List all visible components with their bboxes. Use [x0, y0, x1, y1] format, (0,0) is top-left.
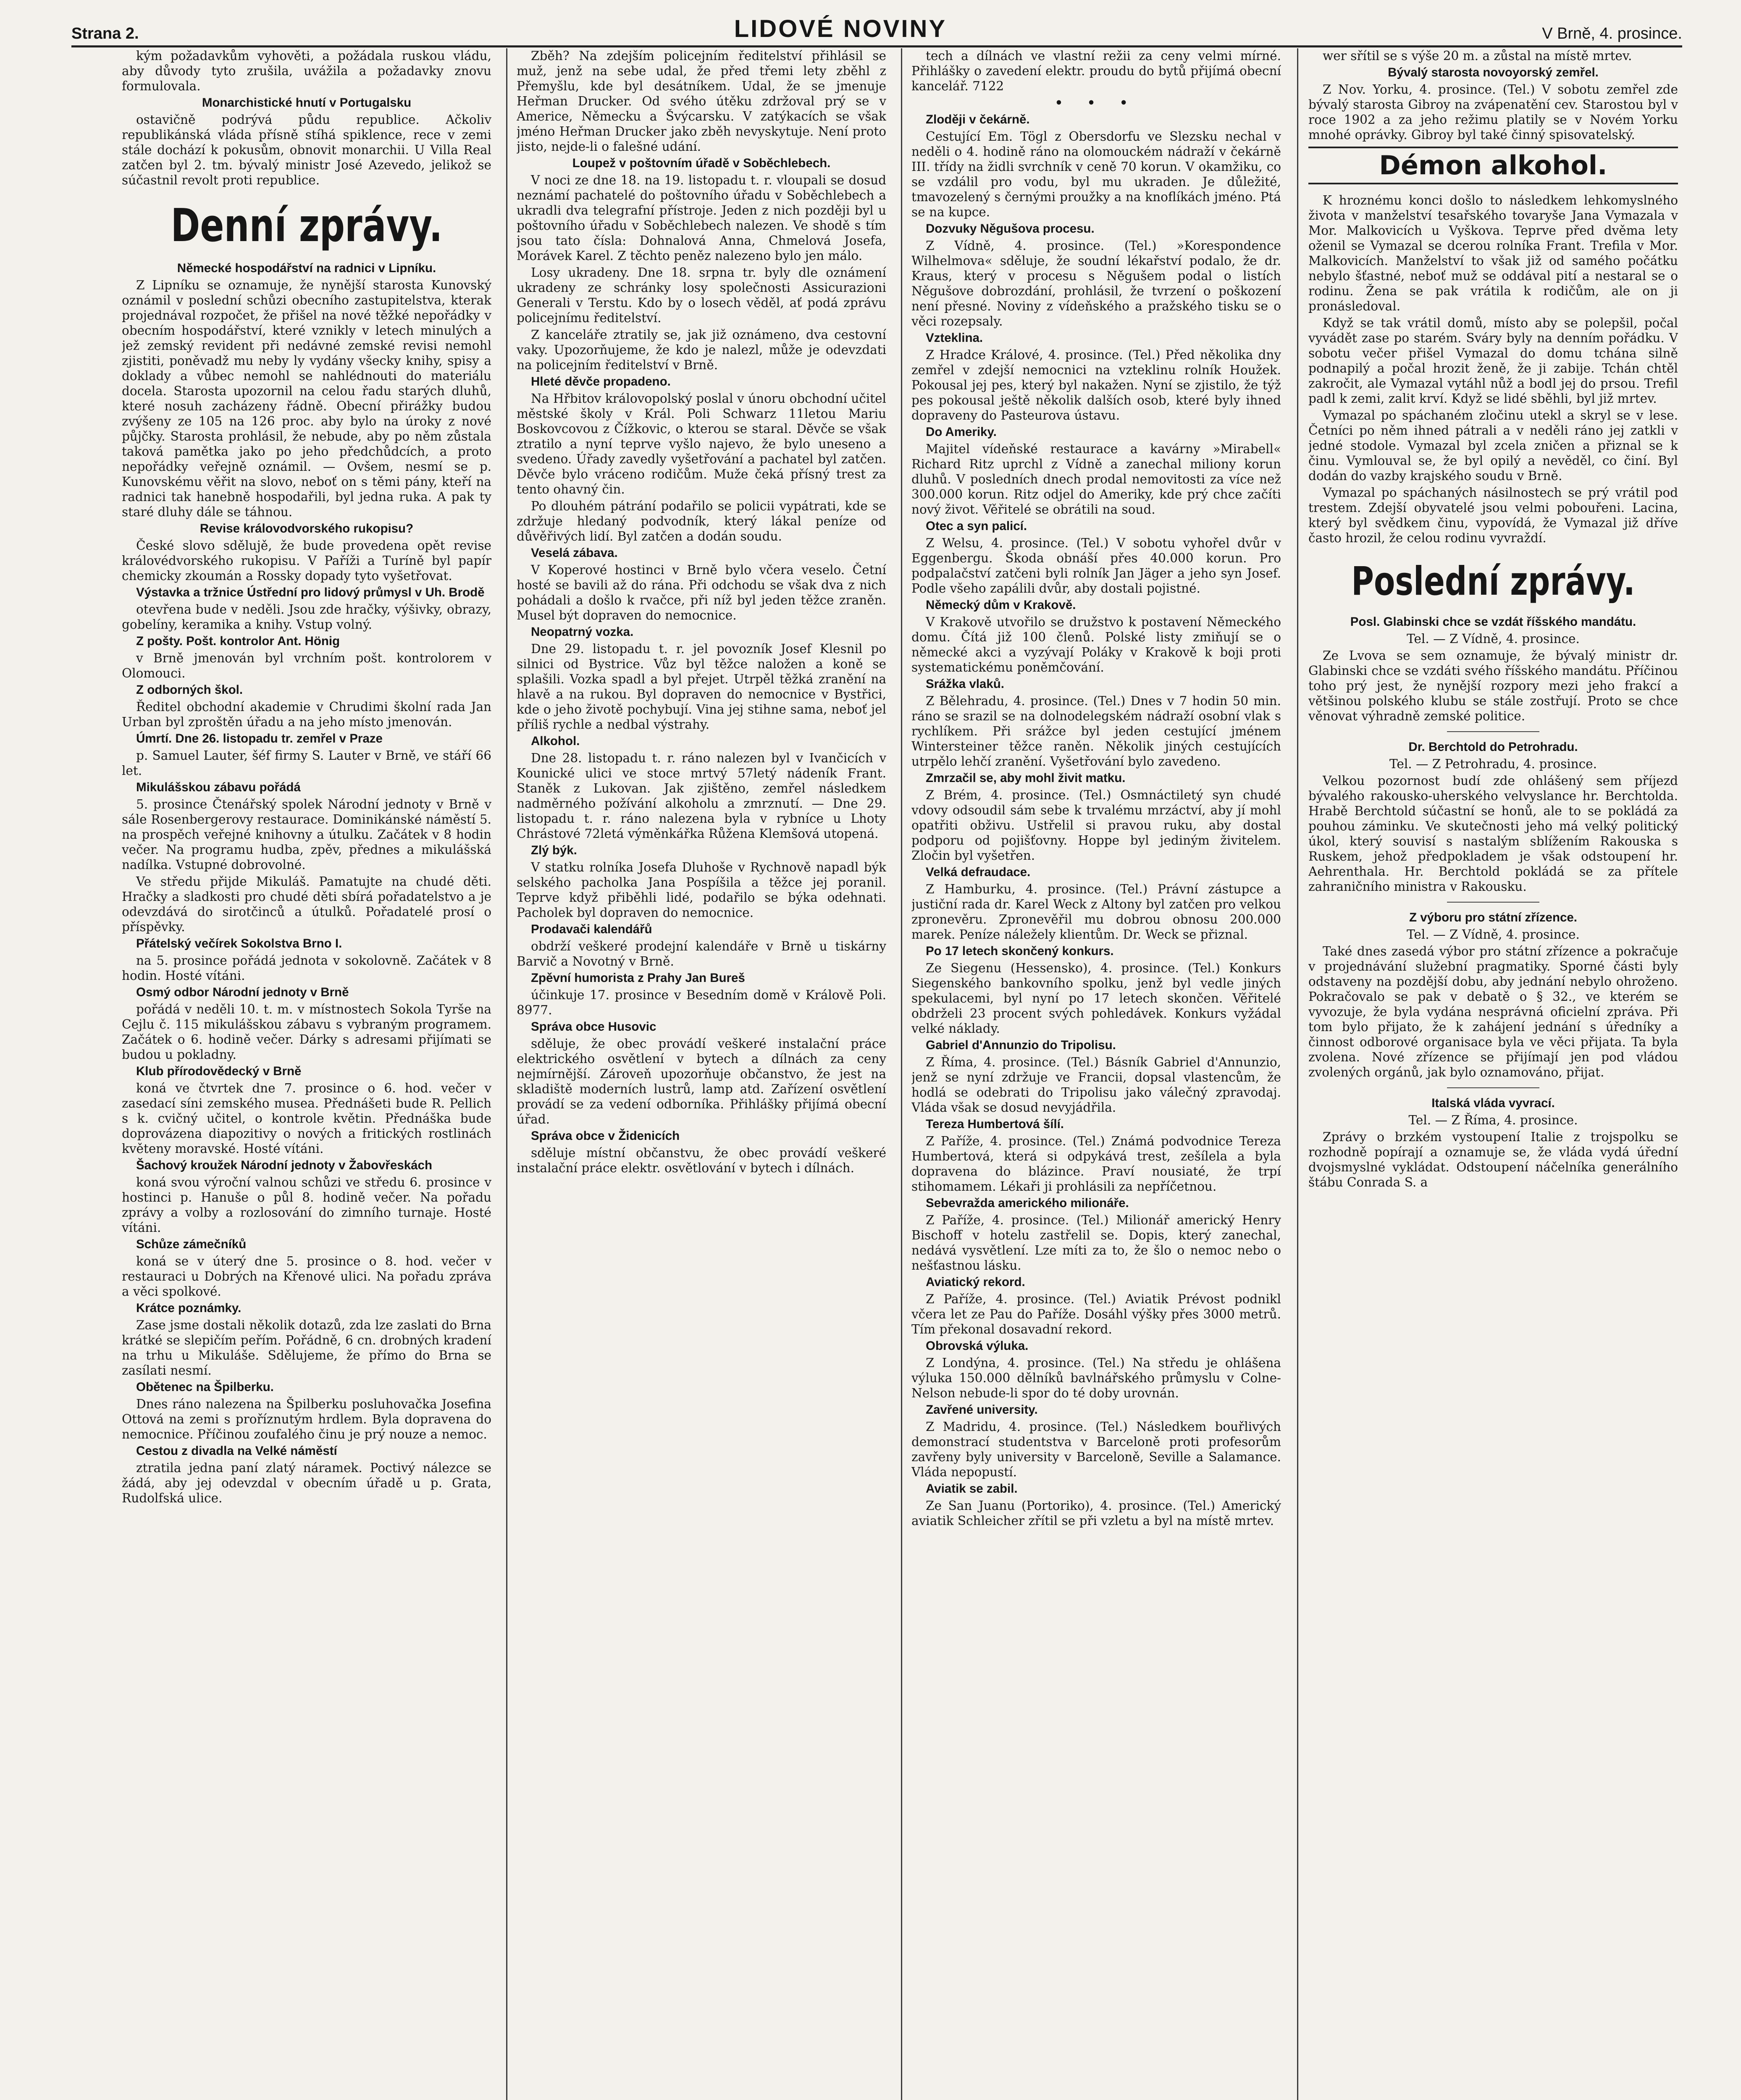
article-headline: Německý dům v Krakově. — [926, 598, 1076, 612]
article-text: Z Nov. Yorku, 4. prosince. (Tel.) V sobotu zemřel zde bývalý starosta Gibroy na zvápenatění cev. Starostou byl v roce 1902 a za jeho režimu platily se v Novém Yorku mnohé oprávky. Gibroy byl také činný spisovatelský. — [1308, 82, 1678, 142]
article-text: ztratila jedna paní zlatý náramek. Poctivý nálezce se žádá, aby jej odevzdal v obecním úřadě u p. Grata, Rudolfská ulice. — [122, 1461, 491, 1505]
article-text: Také dnes zasedá výbor pro státní zřízence a pokračuje v projednávání služební pragmatiky. Sporné části byly odstaveny na pozdější dobu, aby jednání nebylo ohroženo. Pokračovalo se pak v debatě o § 32., ve kterém se vyvozuje, že byla vydána nesprávná oficielní zpráva. Při tom bylo přijato, že k zahájení jednání s úředníky a činnost odborové organisace byla ve věci přijata. Ta byla zvolena. Nové zřízence se přijímají jen pod vládou zvolených orgánů, jak bylo oznamováno, přijat. — [1308, 944, 1678, 1079]
article-text: tech a dílnách ve vlastní režii za ceny velmi mírné. Přihlášky o zavedení elektr. proudu do bytů přijímá obecní kancelář. 7122 — [911, 49, 1281, 93]
article-text: Z Hradce Králové, 4. prosince. (Tel.) Před několika dny zemřel v zdejší nemocnici na vzteklinu rolník Houžek. Pokousal jej pes, který byl nakažen. Nyní se zjistilo, že týž pes pokousal ještě několik dalších osob, které byly ihned dopraveny do Pasteurova ústavu. — [911, 348, 1281, 423]
article-headline: Z výboru pro státní zřízence. — [1409, 911, 1577, 924]
article-headline: Cestou z divadla na Velké náměstí — [136, 1444, 337, 1458]
issue-date: V Brně, 4. prosince. — [1542, 25, 1682, 42]
page-number: Strana 2. — [71, 25, 139, 42]
article-text: Po dlouhém pátrání podařilo se policii vypátrati, kde se zdržuje hledaný podvodník, který lákal peníze od důvěřivých lidí. Byl zatčen a dodán soudu. — [517, 499, 886, 543]
article-headline: Správa obce v Židenicích — [531, 1129, 680, 1143]
article-text: koná se v úterý dne 5. prosince o 8. hod. večer v restauraci u Dobrých na Křenové ulici. Na pořadu zpráva a věci spolkové. — [122, 1254, 491, 1299]
article-text: sděluje, že obec provádí veškeré instalační práce elektrického osvětlení v bytech a dílnách za ceny nejmírnější. Zároveň upozorňuje občanstvo, že jest na skladiště moderních lustrů, lamp atd. Zařízení osvětlení provádí se za vedení odborníka. Přihlášky přijímá obecní úřad. — [517, 1037, 886, 1126]
article-headline: Aviatik se zabil. — [926, 1482, 1018, 1496]
article-text: Z Paříže, 4. prosince. (Tel.) Milionář americký Henry Bischoff v hotelu zastřelil se. Dopis, který zanechal, nedává vysvětlení. Lze míti za to, že šlo o nemoc nebo o nešťastnou lásku. — [911, 1213, 1281, 1273]
article-headline: Monarchistické hnutí v Portugalsku — [202, 96, 412, 110]
article-text: K hroznému konci došlo to následkem lehkomyslného života v manželství tesařského tovaryše Jana Vymazala v Mor. Malkovicích u Vyškova. Teprve před dvěma lety oženil se Vymazal se dcerou rolníka Frant. Trefila v Mor. Malkovicích. Manželství to však již od samého počátku nebylo šťastné, neboť muž se oddával pití a nestaral se o rodinu. Žena se pak vrátila k rodičům, ale on ji pronásledoval. — [1308, 193, 1678, 313]
column-rule — [506, 48, 507, 2100]
dateline: Tel. — Z Vídně, 4. prosince. — [1407, 927, 1580, 942]
divider — [1447, 902, 1539, 903]
article-text: účinkuje 17. prosince v Besedním domě v Králově Poli. 8977. — [517, 988, 886, 1017]
article-headline: Přátelský večírek Sokolstva Brno I. — [136, 937, 342, 950]
article-headline: Aviatický rekord. — [926, 1275, 1025, 1289]
section-heading-demon-alcohol: Démon alkohol. — [1308, 147, 1678, 184]
divider — [1447, 1087, 1539, 1088]
article-text: wer sřítil se s výše 20 m. a zůstal na místě mrtev. — [1323, 49, 1632, 63]
article-text: Z Vídně, 4. prosince. (Tel.) »Korespondence Wilhelmova« sděluje, že soudní lékařství podalo, že dr. Kraus, který v procesu s Něgušem podal o listích Něgušove dobrozdání, prohlásil, že tvrzení o poškození není přesné. Noviny z vídeňského a pražského tisku se o věci rozepsaly. — [911, 239, 1281, 328]
article-text: Zprávy o brzkém vystoupení Italie z trojspolku se rozhodně popírají a oznamuje se, že vláda vydá úřední dvojsmyslné vykládat. Odstoupení náčelníka generálního štábu Conrada S. a — [1308, 1130, 1678, 1189]
article-headline: Prodavači kalendářů — [531, 922, 652, 936]
article-text: v Brně jmenován byl vrchním pošt. kontrolorem v Olomouci. — [122, 651, 491, 680]
article-text: Z Paříže, 4. prosince. (Tel.) Známá podvodnice Tereza Humbertová, která si odpykává trest, zešílela a byla dopravena do blázince. Praví nousiaté, že trpí stihomamem. Lékaři ji prohlásili za nepříčetnou. — [911, 1134, 1281, 1194]
divider — [1447, 731, 1539, 732]
article-text: Z Lipníku se oznamuje, že nynější starosta Kunovský oznámil v poslední schůzi obecního zastupitelstva, kterak projednával rozpočet, že přišel na nové těžké nepořádky v obecním hospodářství, které vznikly v letech minulých a jež zemský revident při nedávné zemské revisi nemohl zjistiti, poněvadž mu neby ly vydány všecky knihy, spisy a doklady a vůbec nemohl se nahlédnouti do materiálu docela. Starosta upozornil na celou řadu starých dluhů, které nosuh zacházeny řádně. Obecní přirážky budou zvýšeny ze 105 na 126 proc. aby bylo na úroky z nové půjčky. Starosta prohlásil, že nebude, aby po něm zůstala taková pamětka jako po jeho předchůdcích, a proto nepořádky veřejně oznámil. — Ovšem, nesmí se p. Kunovskému věřit na slovo, neboť on s těmi pány, kteří na radnici tak hanebně hospodařili, byl jedna ruka. A pak ty staré dluhy dále se táhnou. — [122, 278, 491, 519]
section-heading-latest-news: Poslední zprávy. — [1351, 559, 1635, 604]
masthead — [71, 9, 1682, 47]
article-text: Dnes ráno nalezena na Špilberku posluhovačka Josefina Ottová na zemi s proříznutým hrdlem. Byla dopravena do nemocnice. Příčinou zoufalého činu je prý nouze a nemoc. — [122, 1397, 491, 1441]
section-divider: • • • — [1055, 95, 1138, 110]
article-text: koná ve čtvrtek dne 7. prosince o 6. hod. večer v zasedací síni zemského musea. Přednášeti bude R. Pellich s k. cvičný učitel, o kontrole květin. Přednáška bude doprovázena diapozitivy o nových a fritických rostlinách květeny moravské. Hosté vítáni. — [122, 1081, 491, 1156]
article-text: sděluje místní občanstvu, že obec provádí veškeré instalační práce elektr. osvětlování v bytech i dílnách. — [517, 1146, 886, 1175]
column-2 — [517, 48, 886, 2100]
article-headline: Zpěvní humorista z Prahy Jan Bureš — [531, 971, 745, 985]
article-headline: Loupež v poštovním úřadě v Soběchlebech. — [572, 156, 831, 170]
dateline: Tel. — Z Říma, 4. prosince. — [1408, 1113, 1578, 1127]
article-headline: Klub přírodovědecký v Brně — [136, 1064, 302, 1078]
article-text: Cestující Em. Tögl z Obersdorfu ve Slezsku nechal v neděli o 4. hodině ráno na olomouckém nádraží v čekárně III. třídy na židli svrchník v ceně 70 korun. V okamžiku, co se vzdálil pro vodu, byl mu ukraden. Je důležité, tmavozelený s černými proužky a na knoflíkách jméno. Ptá se na kupce. — [911, 129, 1281, 219]
article-headline: Velká defraudace. — [926, 865, 1031, 879]
newspaper-title: LIDOVÉ NOVINY — [734, 15, 947, 42]
article-headline: Zloději v čekárně. — [926, 113, 1030, 126]
column-1 — [122, 48, 491, 2100]
article-text: Vymazal po spáchaném zločinu utekl a skryl se v lese. Četníci po něm ihned pátrali a v neděli ráno jej zatkli v jedné stodole. Vymazal byl zcela zničen a přiznal se k činu. Vymlouval se, že byl opilý a nevěděl, co činí. Byl dodán do vazby krajského soudu v Brně. — [1308, 408, 1678, 483]
article-text: V Krakově utvořilo se družstvo k postavení Německého domu. Čítá již 100 členů. Polské listy zmiňují se o německé akci a vyzývají Poláky v Krakově k boji proti systematickému poněmčování. — [911, 615, 1281, 675]
article-headline: Výstavka a tržnice Ústřední pro lidový průmysl v Uh. Brodě — [136, 585, 485, 599]
article-text: na 5. prosince pořádá jednota v sokolovně. Začátek v 8 hodin. Hosté vítáni. — [122, 953, 491, 983]
article-headline: Italská vláda vyvrací. — [1431, 1096, 1555, 1110]
article-headline: Vzteklina. — [926, 331, 983, 345]
article-text: Z Madridu, 4. prosince. (Tel.) Následkem bouřlivých demonstrací studentstva v Barceloně proti profesorům zavřeny byly university v Barceloně, Seville a Salamance. Vláda nepopustí. — [911, 1420, 1281, 1479]
article-headline: Otec a syn palicí. — [926, 519, 1027, 533]
article-text: ostavičně podrývá půdu republice. Ačkoliv republikánská vláda přísně stíhá spiklence, rece v zemi stále dochází k pokusům, obnovit monarchii. U Villa Real zatčen byl 2. tm. bývalý ministr José Azevedo, jelikož se súčastnil revolt proti republice. — [122, 113, 491, 187]
article-headline: Gabriel d'Annunzio do Tripolisu. — [926, 1038, 1116, 1052]
section-heading-daily-news: Denní zprávy. — [171, 200, 443, 252]
article-text: Z Brém, 4. prosince. (Tel.) Osmnáctiletý syn chudé vdovy odsoudil sám sebe k trvalému mrzáctví, aby jí mohl opatřiti obživu. Ustřelil si pravou ruku, aby dostal podporu od pojišťovny. Hoppe byl jediným živitelem. Zločin byl vyšetřen. — [911, 788, 1281, 863]
article-text: 5. prosince Čtenářský spolek Národní jednoty v Brně v sále Rosenbergerovy restaurace. Dominikánské náměstí 5. na prospěch veřejné knihovny a útulku. Začátek v 8 hodin večer. Na programu hudba, zpěv, přednes a mikulášská nadílka. Vstupné dobrovolné. — [122, 797, 491, 872]
article-headline: Neopatrný vozka. — [531, 625, 634, 639]
article-text: Vymazal po spáchaných násilnostech se prý vrátil pod trestem. Zdejší obyvatelé jsou velmi pobouřeni. Lacina, který byl svědkem činu, vypovídá, že Vymazal již dříve často hrozil, že celou rodinu vyvraždí. — [1308, 486, 1678, 545]
article-headline: Německé hospodářství na radnici v Lipníku. — [177, 261, 436, 275]
article-headline: Do Ameriky. — [926, 425, 997, 439]
article-text: Ze Siegenu (Hessensko), 4. prosince. (Tel.) Konkurs Siegenského bankovního spolku, jenž byl vedle jiných spekulacemi, byl nyní po 17 letech skončen. Věřitelé obdrželi 23 procent svých pohledávek. Konkurs vyžádal velké náklady. — [911, 961, 1281, 1036]
article-headline: Dozvuky Něgušova procesu. — [926, 222, 1095, 236]
article-headline: Revise královodvorského rukopisu? — [200, 522, 414, 536]
article-text: Z Bělehradu, 4. prosince. (Tel.) Dnes v 7 hodin 50 min. ráno se srazil se na dolnodelegském nádraží osobní vlak s rychlíkem. Při srážce byl jeden cestující jménem Wintersteiner těžce raněn. Několik jiných cestujících utrpělo lehčí zranění. Vyšetřování bylo zavedeno. — [911, 694, 1281, 769]
article-text: Zase jsme dostali několik dotazů, zda lze zaslati do Brna krátké se slepičím peřím. Pořádně, 6 cn. drobných kradení na trhu u Mikuláše. Sdělujeme, že přímo do Brna se zasílati nesmí. — [122, 1318, 491, 1378]
article-text: Ve středu přijde Mikuláš. Pamatujte na chudé děti. Hračky a sladkosti pro chudé děti sbírá pořadatelstvo a je odevzdává do sirotčinců a útulků. Pořadatelé prosí o příspěvky. — [122, 874, 491, 934]
article-text: České slovo sdělujě, že bude provedena opět revise královédvorského rukopisu. V Paříži a Turíně byl papír chemicky zkoumán a Rossky dopady tyto vyšetřovat. — [122, 538, 491, 583]
article-text: Velkou pozornost budí zde ohlášený sem příjezd bývalého rakousko-uherského velvyslance hr. Berchtolda. Hrabě Berchtold súčastní se honů, ale to se pokládá za pouhou záminku. Ve skutečnosti jeho má velký politický úkol, který souvisí s nastalým sblížením Rakouska s Ruskem, jehož předpokladem je však odstoupení hr. Aehrenthala. Hr. Berchtold pokládá se za přítele zahraničního ministra v Rakousku. — [1308, 774, 1678, 894]
article-headline: Bývalý starosta novoyorský zemřel. — [1388, 66, 1599, 79]
article-text: pořádá v neděli 10. t. m. v místnostech Sokola Tyrše na Cejlu č. 115 mikulášskou zábavu s vybraným programem. Začátek o 6. hodině večer. Dárky s adresami přijímati se budou u pokladny. — [122, 1002, 491, 1062]
article-headline: Alkohol. — [531, 734, 580, 748]
article-headline: Dr. Berchtold do Petrohradu. — [1408, 740, 1578, 754]
article-headline: Šachový kroužek Národní jednoty v Žabovřeskách — [136, 1158, 432, 1172]
article-headline: Úmrtí. Dne 26. listopadu tr. zemřel v Praze — [136, 732, 383, 746]
article-headline: Obětenec na Špilberku. — [136, 1380, 274, 1394]
article-text: V Koperové hostinci v Brně bylo včera veselo. Četní hosté se bavili až do rána. Při odchodu se však dva z nich pohádali a došlo k rvačce, při níž byl jeden těžce zraněn. Musel být dopraven do nemocnice. — [517, 563, 886, 622]
article-text: Ze San Juanu (Portoriko), 4. prosince. (Tel.) Americký aviatik Schleicher zřítil se při vzletu a byl na místě mrtev. — [911, 1499, 1281, 1528]
article-text: Dne 29. listopadu t. r. jel povozník Josef Klesnil po silnici od Bystrice. Vůz byl těžce naložen a koně se splašili. Vozka spadl a byl přejet. Utrpěl těžká zranění na hlavě a na rukou. Byl dopraven do nemocnice v Bystřici, kde o jeho životě pochybují. Vina jej stihne sama, neboť jel příliš rychle a nedbal výstrahy. — [517, 642, 886, 732]
article-headline: Zavřené university. — [926, 1403, 1038, 1417]
column-4 — [1308, 48, 1678, 2100]
article-headline: Posl. Glabinski chce se vzdát říšského mandátu. — [1350, 615, 1636, 629]
article-text: Když se tak vrátil domů, místo aby se polepšil, počal vyvádět zase po starém. Sváry byly na denním pořádku. V sobotu večer přišel Vymazal do domu tchána silně podnapilý a počal hrozit ženě, že ji zabije. Tchán chtěl zakročit, ale Vymazal vytáhl nůž a bodl jej do prsou. Trefil padl k zemi, zalit krví. Když se lidé sběhli, byl již mrtev. — [1308, 316, 1678, 406]
article-text: Zběh? Na zdejším policejním ředitelství přihlásil se muž, jenž na sebe udal, že před třemi lety zběhl z Přemyšlu, kde byl desátníkem. Udal, že se jmenuje Heřman Drucker. Od svého útěku zdržoval prý se v Americe, Německu a Švýcarsku. V zatýkacích se však jméno Heřman Drucker jako zběh nevyskytuje. Není proto jisto, nejde-li o falešné udání. — [517, 49, 886, 154]
article-headline: Mikulášskou zábavu pořádá — [136, 780, 301, 794]
article-text: Majitel vídeňské restaurace a kavárny »Mirabell« Richard Ritz uprchl z Vídně a zanechal miliony korun dluhů. V posledních dnech prodal nemovitosti za více než 300.000 korun. Ritz odjel do Ameriky, kde prý chce začíti nový život. Věřitelé se obrátili na soud. — [911, 442, 1281, 517]
column-rule — [1297, 48, 1298, 2100]
article-headline: Zlý býk. — [531, 843, 577, 857]
article-headline: Veselá zábava. — [531, 546, 618, 560]
article-text: Z Paříže, 4. prosince. (Tel.) Aviatik Prévost podnikl včera let ze Pau do Paříže. Dosáhl výšky přes 3000 metrů. Tím překonal dosavadní rekord. — [911, 1292, 1281, 1336]
article-text: Ředitel obchodní akademie v Chrudimi školní rada Jan Urban byl zproštěn úřadu a na jeho místo jmenován. — [122, 700, 491, 729]
article-headline: Zmrzačil se, aby mohl živit matku. — [926, 771, 1126, 785]
article-headline: Tereza Humbertová šílí. — [926, 1117, 1064, 1131]
article-headline: Krátce poznámky. — [136, 1301, 242, 1315]
article-text: Na Hřbitov královopolský poslal v únoru obchodní učitel městské školy v Král. Poli Schwarz 11letou Mariu Boskovcovou z Čížkovic, o kterou se staral. Děvče se však ztratilo a nyní teprve vyšlo najevo, že bylo uneseno a svedeno. Úřady zavedly vyšetřování a pachatel byl zatčen. Děvče bylo vráceno rodičům. Muže čeká přísný trest za tento ohavný čin. — [517, 391, 886, 496]
article-text: Ze Lvova se sem oznamuje, že bývalý ministr dr. Glabinski chce se vzdáti svého říšského mandátu. Příčinou toho prý jest, že nynější rozpory mezi jeho frakcí a většinou polského klubu se stále zostřují. Proto se chce věnovat výhradně zemské politice. — [1308, 648, 1678, 723]
article-headline: Správa obce Husovic — [531, 1020, 656, 1034]
article-text: Z Welsu, 4. prosince. (Tel.) V sobotu vyhořel dvůr v Eggenbergu. Škoda obnáší přes 40.000 korun. Pro podpalačství zatčeni byli rolník Jan Jäger a jeho syn Josef. Podle všeho zapálili dvůr, aby dostali pojistné. — [911, 536, 1281, 596]
article-text: kým požadavkům vyhověti, a požádala ruskou vládu, aby důvody tyto zrušila, uvážila a požadavky znovu formulovala. — [122, 49, 491, 93]
article-headline: Z odborných škol. — [136, 683, 243, 697]
article-headline: Osmý odbor Národní jednoty v Brně — [136, 985, 349, 999]
article-text: Z Londýna, 4. prosince. (Tel.) Na středu je ohlášena výluka 150.000 dělníků bavlnářského průmyslu v Colne-Nelson nebude-li spor do té doby urovnán. — [911, 1356, 1281, 1400]
article-headline: Sebevražda amerického milionáře. — [926, 1196, 1129, 1210]
column-3 — [911, 48, 1281, 2100]
article-text: Losy ukradeny. Dne 18. srpna tr. byly dle oznámení ukradeny ze schránky losy společnosti Assicurazioni Generali v Terstu. Kdo by o losech věděl, ať podá zprávu policejnímu ředitelství. — [517, 265, 886, 325]
article-headline: Obrovská výluka. — [926, 1339, 1029, 1353]
article-text: V statku rolníka Josefa Dluhoše v Rychnově napadl býk selského pacholka Jana Pospíšila a těžce jej poranil. Teprve když přiběhli lidé, podařilo se býka odehnati. Pacholek byl dopraven do nemocnice. — [517, 860, 886, 920]
article-headline: Schůze zámečníků — [136, 1237, 247, 1251]
dateline: Tel. — Z Vídně, 4. prosince. — [1407, 632, 1580, 646]
article-headline: Srážka vlaků. — [926, 677, 1004, 691]
column-rule — [901, 48, 902, 2100]
dateline: Tel. — Z Petrohradu, 4. prosince. — [1389, 757, 1597, 771]
article-text: p. Samuel Lauter, šéf firmy S. Lauter v Brně, ve stáří 66 let. — [122, 748, 491, 778]
article-text: Dne 28. listopadu t. r. ráno nalezen byl v Ivančicích v Kounické ulici ve stoce mrtvý 57letý nádeník Frant. Staněk z Lukovan. Jak zjištěno, zemřel následkem nadměrného požívání alkoholu a zmrznutí. — Dne 29. listopadu t. r. ráno nalezena byla v rybníce u Lhoty Chrástové 72letá výměnkářka Růžena Klemšová utopená. — [517, 751, 886, 841]
article-headline: Z pošty. Pošt. kontrolor Ant. Hönig — [136, 634, 340, 648]
article-headline: Po 17 letech skončený konkurs. — [926, 944, 1114, 958]
article-text: Z Říma, 4. prosince. (Tel.) Básník Gabriel d'Annunzio, jenž se nyní zdržuje ve Francii, dopsal vlastencům, že hodlá se odebrati do Tripolisu jako válečný zpravodaj. Vláda však se dosud nevyjádřila. — [911, 1055, 1281, 1115]
article-text: koná svou výroční valnou schůzi ve středu 6. prosince v hostinci p. Hanuše o půl 8. hodině večer. Na pořadu zprávy a volby a rozlosování do zimního turnaje. Hosté vítáni. — [122, 1175, 491, 1235]
article-text: Z kanceláře ztratily se, jak již oznámeno, dva cestovní vaky. Upozorňujeme, že kdo je nalezl, může je odevzdati na policejním ředitelství v Brně. — [517, 328, 886, 372]
article-text: V noci ze dne 18. na 19. listopadu t. r. vloupali se dosud neznámí pachatelé do poštovního úřadu v Soběchlebech a ukradli dva telegrafní přístroje. Jeden z nich později byl u poštovního úřadu v Soběchlebech nalezen. Ve shodě s tím jsou tato čísla: Dohnalová Anna, Chmelová Josefa, Morávek Karel. Z těchto peněz nalezeno bylo jen málo. — [517, 173, 886, 263]
article-text: obdrží veškeré prodejní kalendáře v Brně u tiskárny Barvič a Novotný v Brně. — [517, 939, 886, 969]
article-text: otevřena bude v neděli. Jsou zde hračky, výšivky, obrazy, gobelíny, keramika a knihy. Vstup volný. — [122, 602, 491, 632]
article-text: Z Hamburku, 4. prosince. (Tel.) Právní zástupce a justiční rada dr. Karel Weck z Altony byl zatčen pro velkou zpronevěru. Zpronevěřil mu dobrou obnosu 200.000 marek. Peníze náležely klientům. Dr. Weck se přiznal. — [911, 882, 1281, 942]
article-headline: Hleté děvče propadeno. — [531, 375, 671, 388]
